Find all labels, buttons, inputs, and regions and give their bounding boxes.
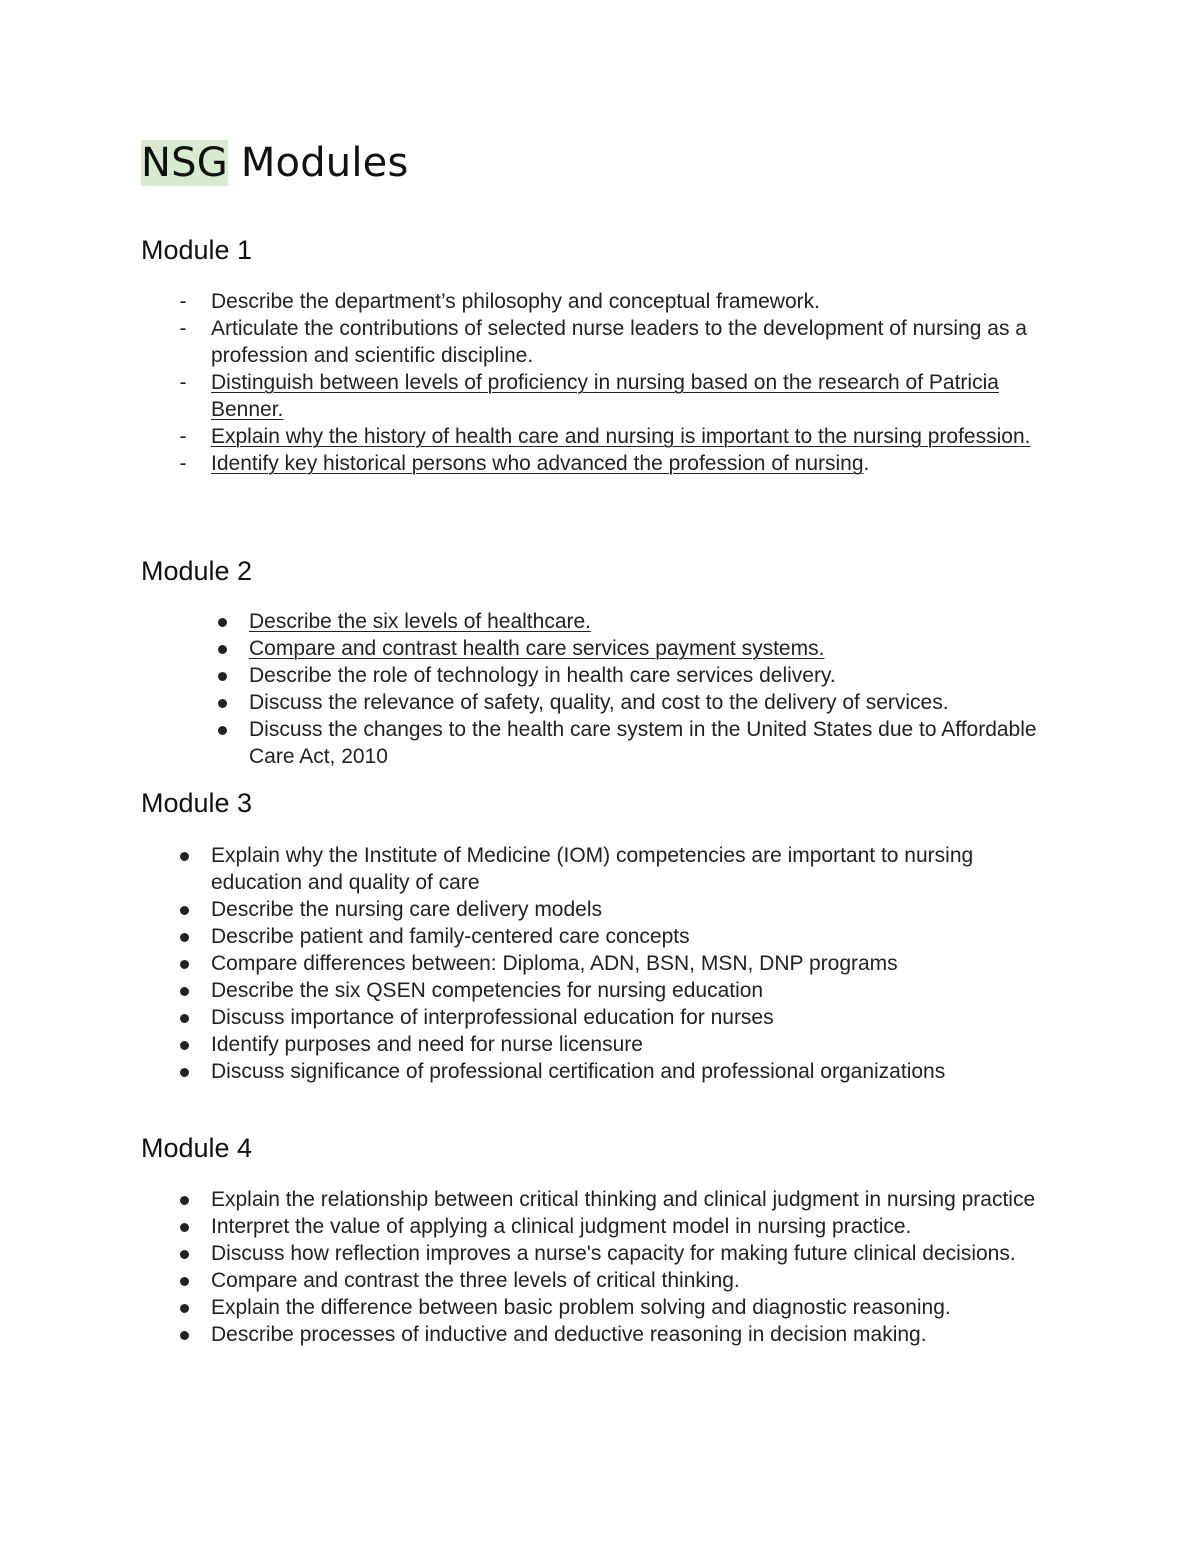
list-item [179, 369, 1031, 423]
module-2-heading: Module 2 [141, 556, 253, 586]
module-3-heading: Module 3 [141, 788, 253, 818]
list-item [249, 689, 1049, 716]
bullet-icon [180, 933, 189, 942]
list-item [249, 716, 1049, 770]
dash-marker: - [179, 425, 187, 448]
dash-marker: - [179, 452, 187, 475]
bullet-icon [218, 618, 227, 627]
list-item [211, 1031, 1051, 1058]
list-item [211, 1240, 1051, 1267]
list-item [211, 977, 1051, 1004]
list-item [179, 450, 1031, 477]
list-item-text: Discuss the relevance of safety, quality, and cost to the delivery of services. [249, 691, 949, 714]
list-item [249, 608, 1049, 635]
title-rest: Modules [227, 140, 409, 186]
bullet-icon [180, 906, 189, 915]
list-item-text: Discuss the changes to the health care system in the United States due to Affordable Care Act, 2010 [249, 718, 1037, 768]
list-item-text: Discuss significance of professional certification and professional organizations [211, 1060, 946, 1083]
list-item [249, 662, 1049, 689]
bullet-icon [180, 1331, 189, 1340]
bullet-icon [180, 1196, 189, 1205]
bullet-icon [180, 987, 189, 996]
list-item-text: Describe processes of inductive and deductive reasoning in decision making. [211, 1323, 927, 1346]
title-highlight: NSG [141, 140, 228, 186]
bullet-icon [180, 1304, 189, 1313]
list-item [211, 1294, 1051, 1321]
list-item-text: Articulate the contributions of selected nurse leaders to the development of nursing as a profession and scientific discipline. [211, 317, 1027, 367]
list-item [211, 1321, 1051, 1348]
bullet-icon [218, 645, 227, 654]
bullet-icon [180, 1014, 189, 1023]
module-4-heading: Module 4 [141, 1133, 253, 1163]
list-item-text: Explain the difference between basic problem solving and diagnostic reasoning. [211, 1296, 951, 1319]
list-item [211, 842, 1051, 896]
bullet-icon [180, 1068, 189, 1077]
list-item-text: Describe the six QSEN competencies for nursing education [211, 979, 764, 1002]
list-item [249, 635, 1049, 662]
module-1-heading: Module 1 [141, 235, 253, 265]
list-item-text: Describe patient and family-centered care concepts [211, 925, 690, 948]
bullet-icon [180, 960, 189, 969]
list-item-text: Describe the department’s philosophy and conceptual framework. [211, 290, 820, 313]
list-item-text: Discuss importance of interprofessional education for nurses [211, 1006, 774, 1029]
list-item [211, 1186, 1051, 1213]
list-item-text: Describe the role of technology in health care services delivery. [249, 664, 836, 687]
bullet-icon [180, 1223, 189, 1232]
bullet-icon [218, 726, 227, 735]
bullet-icon [180, 1277, 189, 1286]
dash-marker: - [179, 317, 187, 340]
list-item [211, 923, 1051, 950]
list-item-text: Explain why the Institute of Medicine (IOM) competencies are important to nursing education and quality of care [211, 844, 974, 894]
list-item [179, 288, 1031, 315]
list-item [211, 1267, 1051, 1294]
list-item-text: Describe the nursing care delivery models [211, 898, 603, 921]
module-4-list [211, 1186, 1051, 1348]
list-item-suffix: . [863, 452, 870, 475]
list-item-link[interactable]: Compare and contrast health care services payment systems. [249, 637, 825, 660]
list-item-text: Interpret the value of applying a clinical judgment model in nursing practice. [211, 1215, 912, 1238]
dash-marker: - [179, 290, 187, 313]
bullet-icon [218, 672, 227, 681]
bullet-icon [180, 852, 189, 861]
bullet-icon [218, 699, 227, 708]
bullet-icon [180, 1041, 189, 1050]
list-item [211, 896, 1051, 923]
list-item-text: Identify purposes and need for nurse licensure [211, 1033, 643, 1056]
module-3-list [211, 842, 1051, 1085]
list-item-link[interactable]: Describe the six levels of healthcare. [249, 610, 591, 633]
list-item-text: Compare and contrast the three levels of critical thinking. [211, 1269, 740, 1292]
list-item-text: Compare differences between: Diploma, ADN, BSN, MSN, DNP programs [211, 952, 898, 975]
list-item [211, 1058, 1051, 1085]
list-item-link[interactable]: Explain why the history of health care and nursing is important to the nursing profession. [211, 425, 1031, 448]
module-2-list [249, 608, 1049, 770]
list-item [179, 315, 1031, 369]
list-item-link[interactable]: Distinguish between levels of proficiency in nursing based on the research of Patricia Benner. [211, 371, 999, 421]
list-item [211, 950, 1051, 977]
dash-marker: - [179, 371, 187, 394]
list-item-text: Explain the relationship between critical thinking and clinical judgment in nursing practice [211, 1188, 1036, 1211]
page-title [141, 136, 409, 190]
list-item [179, 423, 1031, 450]
list-item [211, 1213, 1051, 1240]
list-item [211, 1004, 1051, 1031]
list-item-text: Discuss how reflection improves a nurse's capacity for making future clinical decisions. [211, 1242, 1016, 1265]
list-item-link[interactable]: Identify key historical persons who advanced the profession of nursing [211, 452, 864, 475]
module-1-list [179, 288, 1031, 477]
bullet-icon [180, 1250, 189, 1259]
